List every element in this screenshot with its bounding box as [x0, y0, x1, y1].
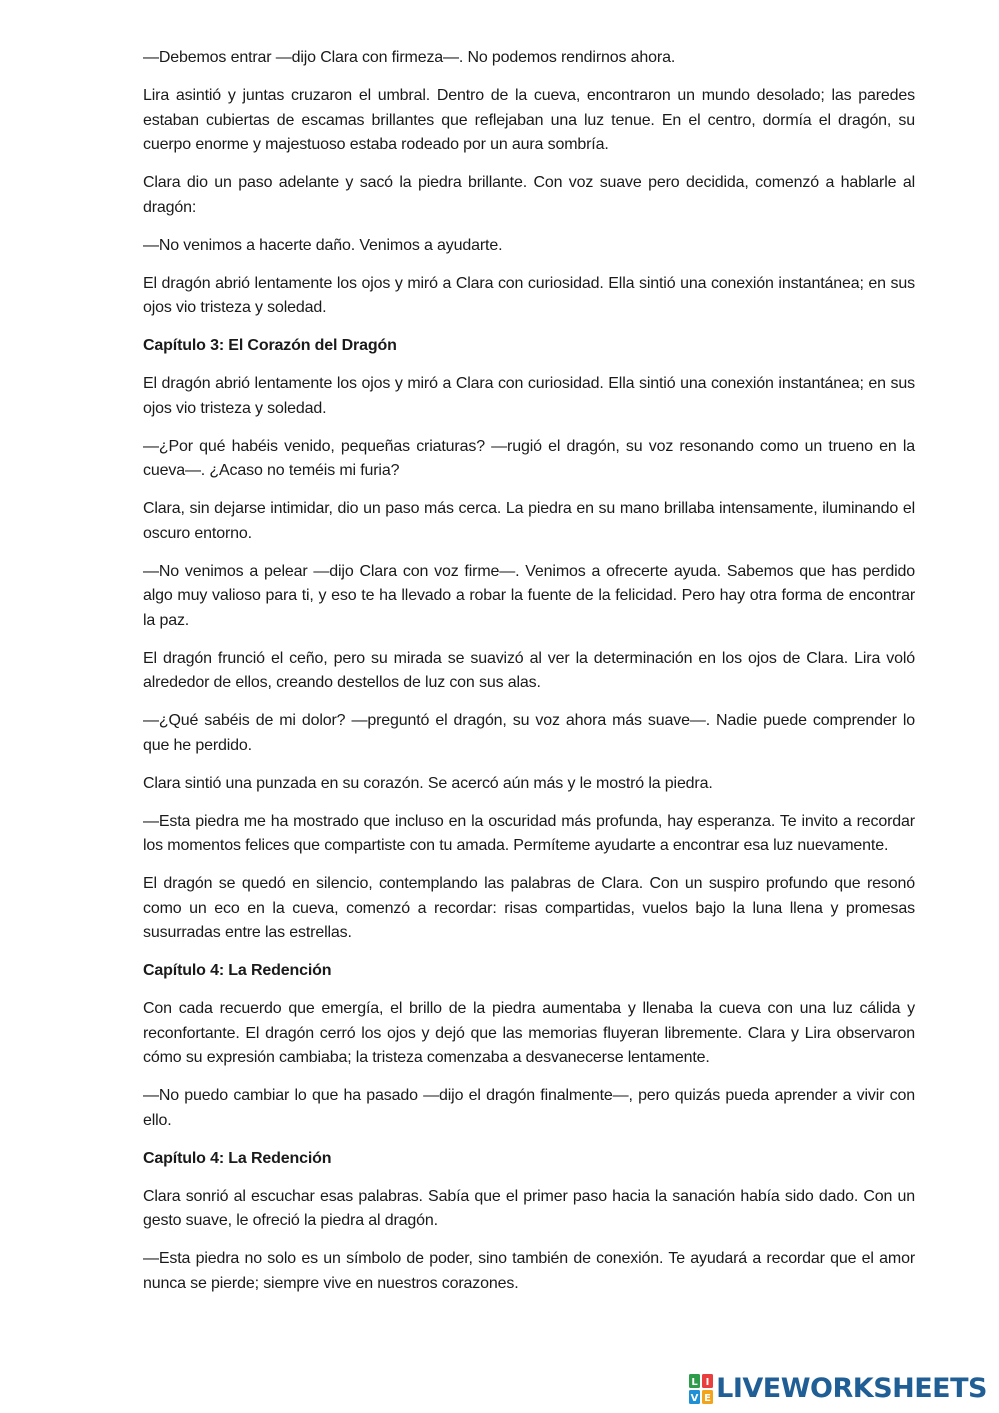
- svg-text:V: V: [690, 1393, 699, 1404]
- svg-text:I: I: [705, 1377, 710, 1388]
- logo-text: LIVEWORKSHEETS: [716, 1373, 987, 1404]
- paragraph: Clara, sin dejarse intimidar, dio un paso más cerca. La piedra en su mano brillaba intensamente, iluminando el oscuro entorno.: [143, 500, 915, 542]
- paragraph: Clara sintió una punzada en su corazón. Se acercó aún más y le mostró la piedra.: [143, 774, 713, 792]
- paragraph: Con cada recuerdo que emergía, el brillo de la piedra aumentaba y llenaba la cueva con una luz cálida y reconfortante. El dragón cerró los ojos y dejó que las memorias fluyeran libremente. Clara y Lira observaron cómo su expresión cambiaba; la tristeza comenzaba a desvanecerse lentamente.: [143, 1000, 915, 1066]
- paragraph: —Esta piedra no solo es un símbolo de poder, sino también de conexión. Te ayudará a recordar que el amor nunca se pierde; siempre vive en nuestros corazones.: [143, 1250, 915, 1292]
- paragraph: El dragón abrió lentamente los ojos y miró a Clara con curiosidad. Ella sintió una conexión instantánea; en sus ojos vio tristeza y soledad.: [143, 375, 915, 417]
- liveworksheets-logo-icon: [689, 1374, 713, 1404]
- paragraph: —¿Qué sabéis de mi dolor? —preguntó el dragón, su voz ahora más suave—. Nadie puede comprender lo que he perdido.: [143, 712, 915, 754]
- svg-text:L: L: [691, 1377, 698, 1388]
- chapter-heading: Capítulo 4: La Redención: [143, 962, 332, 979]
- liveworksheets-logo: [689, 1373, 987, 1405]
- chapter-heading: Capítulo 3: El Corazón del Dragón: [143, 337, 397, 354]
- paragraph: —No venimos a pelear —dijo Clara con voz firme—. Venimos a ofrecerte ayuda. Sabemos que has perdido algo muy valioso para ti, y eso te ha llevado a robar la fuente de la felicidad. Pero hay otra forma de encontrar la paz.: [143, 562, 915, 629]
- chapter-heading: Capítulo 4: La Redención: [143, 1149, 332, 1167]
- paragraph: —Debemos entrar —dijo Clara con firmeza—. No podemos rendirnos ahora.: [143, 49, 676, 66]
- paragraph: Lira asintió y juntas cruzaron el umbral. Dentro de la cueva, encontraron un mundo desolado; las paredes estaban cubiertas de escamas brillantes que reflejaban una luz tenue. En el centro, dormía el dragón, su cuerpo enorme y majestuoso estaba rodeado por un aura sombría.: [143, 87, 915, 153]
- paragraph: —Esta piedra me ha mostrado que incluso en la oscuridad más profunda, hay esperanza. Te invito a recordar los momentos felices que compartiste con tu amada. Permíteme ayudarte a encontrar esa luz nuevamente.: [143, 812, 915, 854]
- svg-text:E: E: [704, 1393, 712, 1404]
- document-page: [143, 46, 915, 1310]
- paragraph: —¿Por qué habéis venido, pequeñas criaturas? —rugió el dragón, su voz resonando como un trueno en la cueva—. ¿Acaso no teméis mi furia?: [143, 437, 915, 479]
- paragraph: Clara sonrió al escuchar esas palabras. Sabía que el primer paso hacia la sanación había sido dado. Con un gesto suave, le ofreció la piedra al dragón.: [143, 1187, 915, 1229]
- paragraph: —No venimos a hacerte daño. Venimos a ayudarte.: [143, 236, 503, 254]
- paragraph: El dragón frunció el ceño, pero su mirada se suavizó al ver la determinación en los ojos de Clara. Lira voló alrededor de ellos, creando destellos de luz con sus alas.: [143, 649, 915, 691]
- paragraph: —No puedo cambiar lo que ha pasado —dijo el dragón finalmente—, pero quizás pueda aprender a vivir con ello.: [143, 1087, 915, 1129]
- paragraph: El dragón abrió lentamente los ojos y miró a Clara con curiosidad. Ella sintió una conexión instantánea; en sus ojos vio tristeza y soledad.: [143, 274, 915, 316]
- paragraph: Clara dio un paso adelante y sacó la piedra brillante. Con voz suave pero decidida, comenzó a hablarle al dragón:: [143, 174, 915, 216]
- paragraph: El dragón se quedó en silencio, contemplando las palabras de Clara. Con un suspiro profundo que resonó como un eco en la cueva, comenzó a recordar: risas compartidas, vuelos bajo la luna llena y promesas susurradas entre las estrellas.: [143, 875, 915, 941]
